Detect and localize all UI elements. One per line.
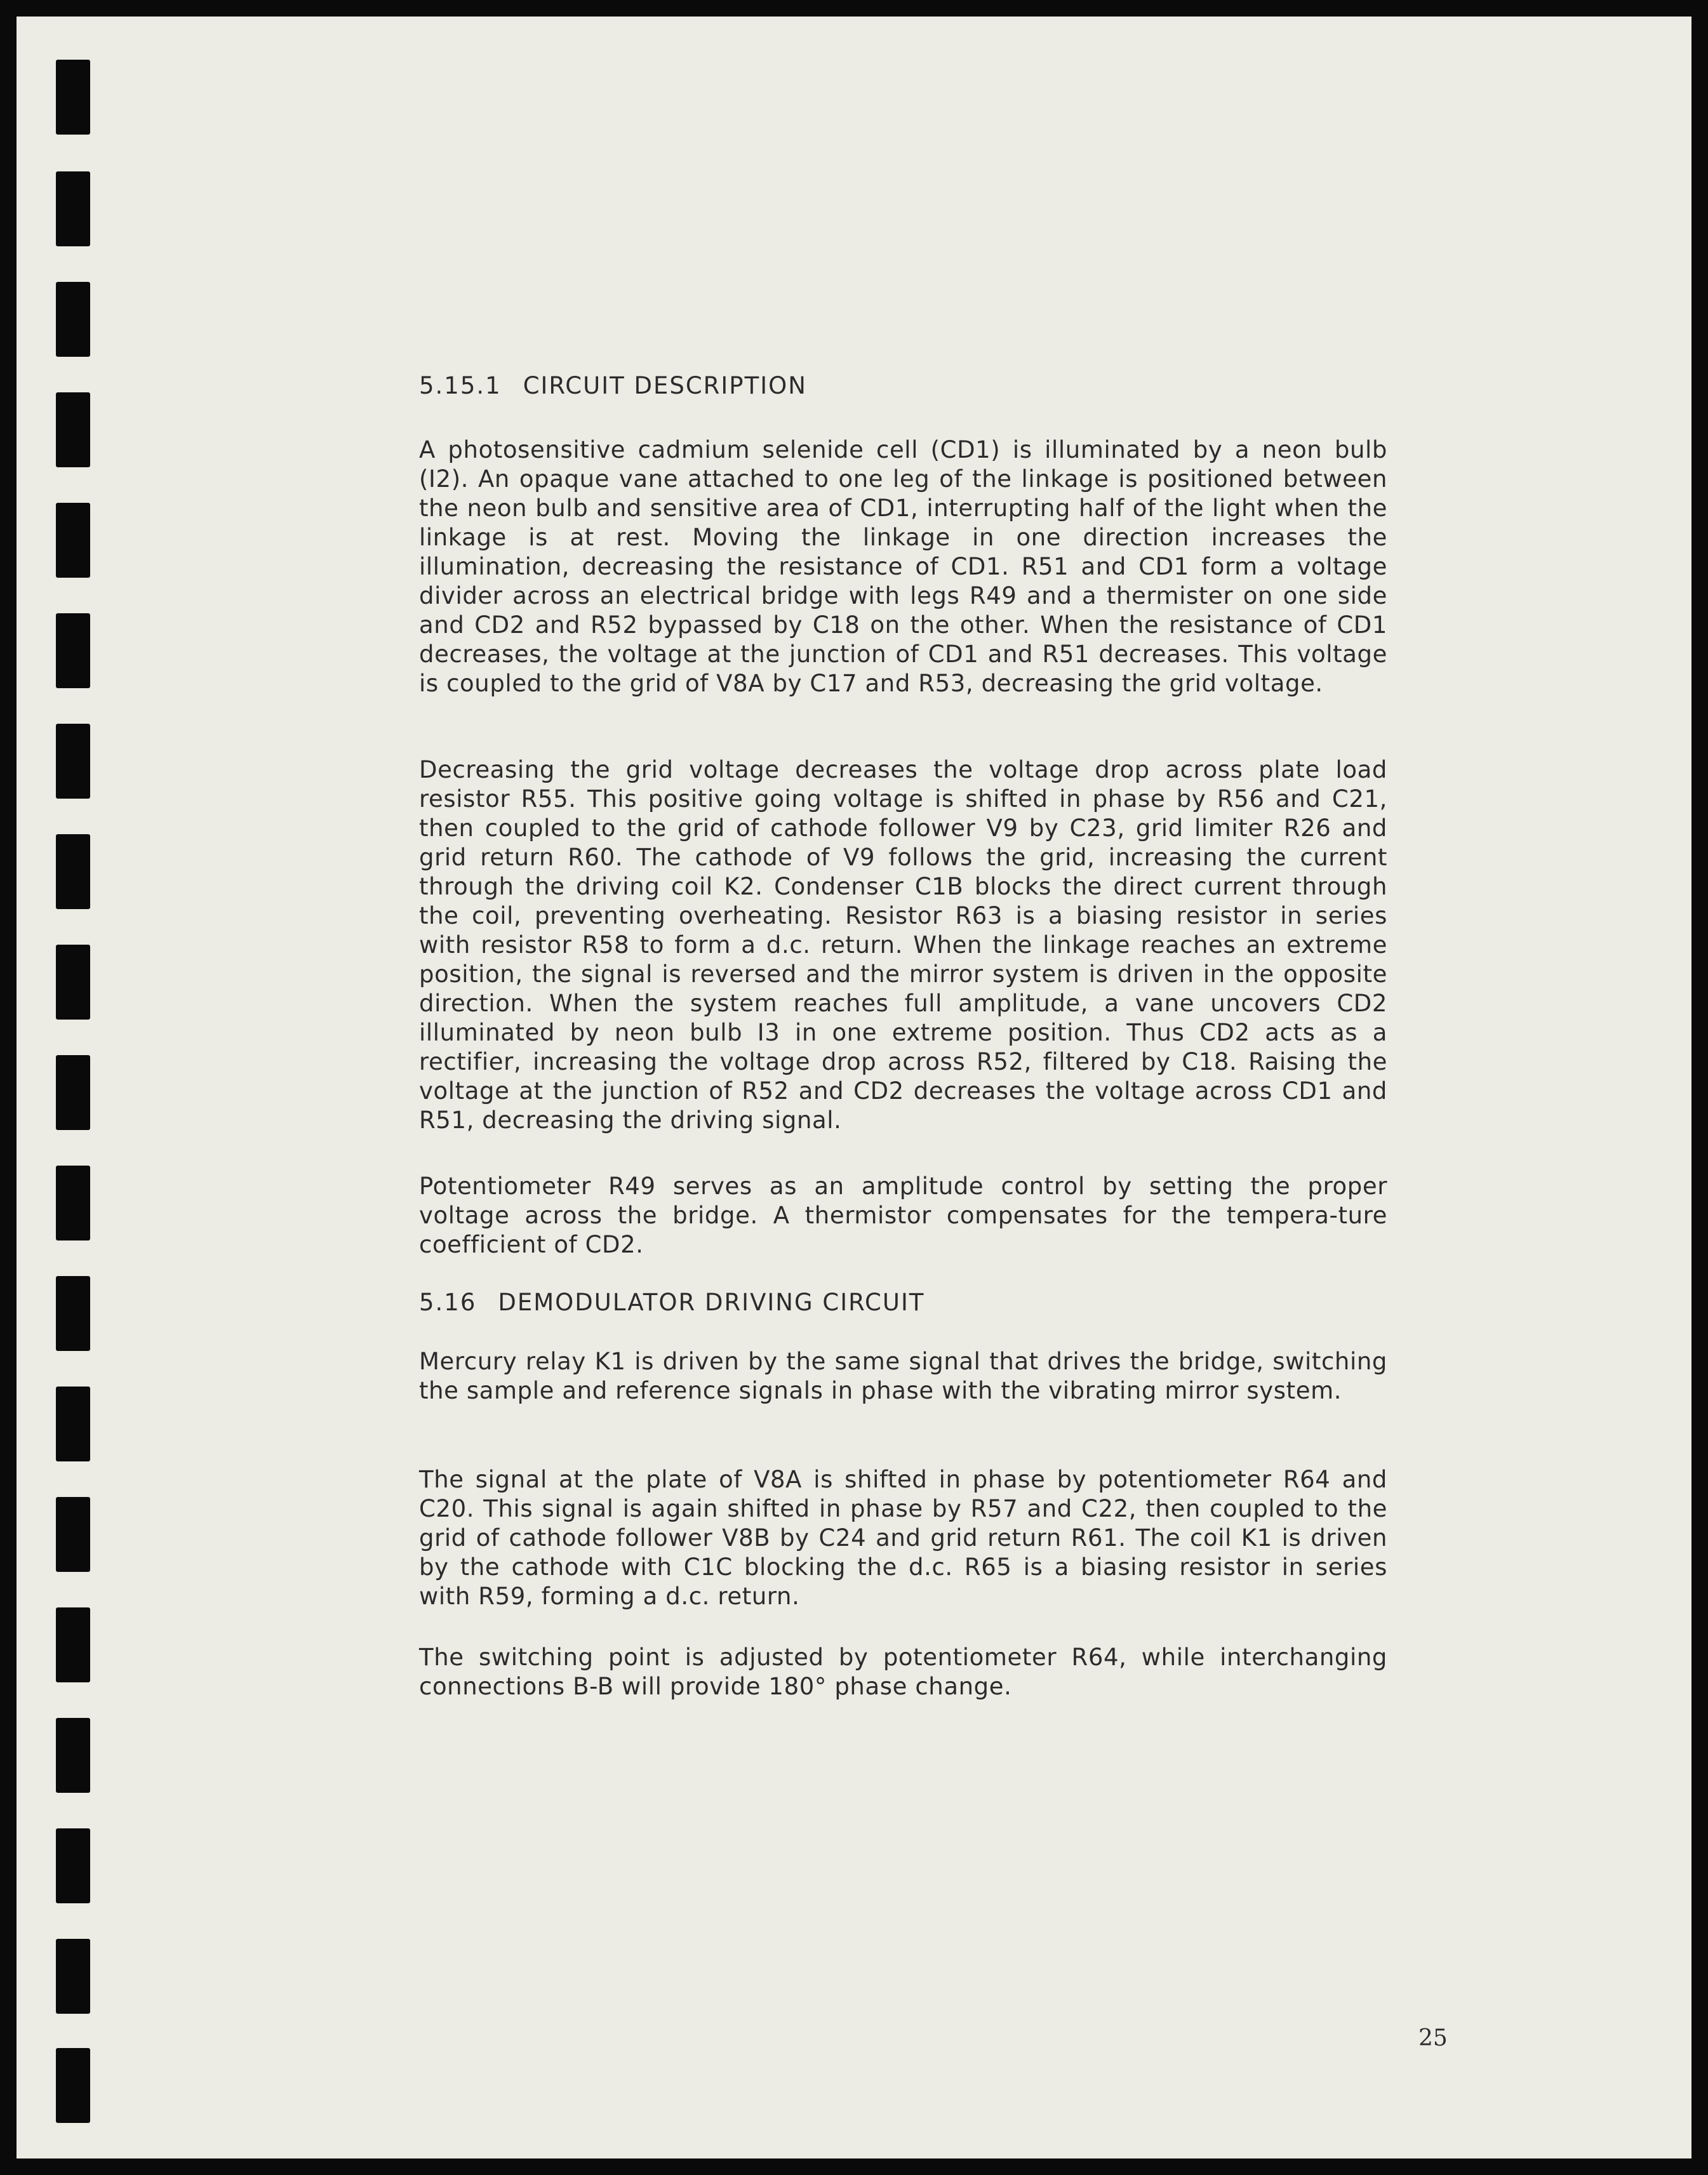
binding-hole <box>56 945 90 1020</box>
paragraph <box>419 755 1387 1135</box>
binding-hole <box>56 2048 90 2123</box>
section-heading-demodulator <box>419 1289 924 1316</box>
paragraph <box>419 1347 1387 1406</box>
binding-hole <box>56 1497 90 1572</box>
section-title: DEMODULATOR DRIVING CIRCUIT <box>498 1289 925 1316</box>
binding-hole <box>56 1276 90 1351</box>
binding-hole <box>56 1166 90 1240</box>
binding-hole <box>56 724 90 799</box>
binding-hole <box>56 503 90 578</box>
binding-hole <box>56 613 90 688</box>
binding-hole <box>56 1607 90 1682</box>
binding-hole <box>56 171 90 246</box>
binding-hole <box>56 1828 90 1903</box>
section-heading-circuit-description <box>419 372 807 399</box>
section-number: 5.15.1 <box>419 372 502 399</box>
section-number: 5.16 <box>419 1289 477 1316</box>
paragraph-text: Decreasing the grid voltage decreases the voltage drop across plate load resistor R55. This positive going voltage is shifted in phase by R56 and C21, then coupled to the grid of cathode follower V9 by C23, grid limiter R26 and grid return R60. The cathode of V9 follows the grid, increasing the current through the driving coil K2. Condenser C1B blocks the direct current through the coil, preventing overheating. Resistor R63 is a biasing resistor in series with resistor R58 to form a d.c. return. When the linkage reaches an extreme position, the signal is reversed and the mirror system is driven in the opposite direction. When the system reaches full amplitude, a vane uncovers CD2 illuminated by neon bulb I3 in one extreme position. Thus CD2 acts as a rectifier, increasing the voltage drop across R52, filtered by C18. Raising the voltage at the junction of R52 and CD2 decreases the voltage across CD1 and R51, decreasing the driving signal. <box>419 756 1387 1134</box>
section-title: CIRCUIT DESCRIPTION <box>523 372 807 399</box>
paragraph <box>419 1465 1387 1611</box>
paragraph-text: Potentiometer R49 serves as an amplitude control by setting the proper voltage across the bridge. A thermistor compensates for the tempera-ture coefficient of CD2. <box>419 1173 1387 1258</box>
page-number: 25 <box>1418 2025 1448 2051</box>
paragraph <box>419 1643 1387 1701</box>
paragraph-text: The signal at the plate of V8A is shifted in phase by potentiometer R64 and C20. This signal is again shifted in phase by R57 and C22, then coupled to the grid of cathode follower V8B by C24 and grid return R61. The coil K1 is driven by the cathode with C1C blocking the d.c. R65 is a biasing resistor in series with R59, forming a d.c. return. <box>419 1466 1387 1610</box>
paragraph-text: Mercury relay K1 is driven by the same signal that drives the bridge, switching the sample and reference signals in phase with the vibrating mirror system. <box>419 1348 1387 1404</box>
binding-hole <box>56 392 90 467</box>
paragraph <box>419 1172 1387 1260</box>
binding-hole <box>56 1718 90 1793</box>
binding-hole <box>56 282 90 357</box>
binding-hole <box>56 60 90 135</box>
paragraph-text: A photosensitive cadmium selenide cell (CD1) is illuminated by a neon bulb (I2). An opaque vane attached to one leg of the linkage is positioned between the neon bulb and sensitive area of CD1, interrupting half of the light when the linkage is at rest. Moving the linkage in one direction increases the illumination, decreasing the resistance of CD1. R51 and CD1 form a voltage divider across an electrical bridge with legs R49 and a thermister on one side and CD2 and R52 bypassed by C18 on the other. When the resistance of CD1 decreases, the voltage at the junction of CD1 and R51 decreases. This voltage is coupled to the grid of V8A by C17 and R53, decreasing the grid voltage. <box>419 436 1387 697</box>
binding-hole <box>56 1939 90 2014</box>
paragraph-text: The switching point is adjusted by potentiometer R64, while interchanging connections B-B will provide 180° phase change. <box>419 1644 1387 1700</box>
paragraph <box>419 436 1387 698</box>
binding-hole <box>56 1055 90 1130</box>
binding-hole <box>56 1387 90 1461</box>
binding-hole <box>56 834 90 909</box>
